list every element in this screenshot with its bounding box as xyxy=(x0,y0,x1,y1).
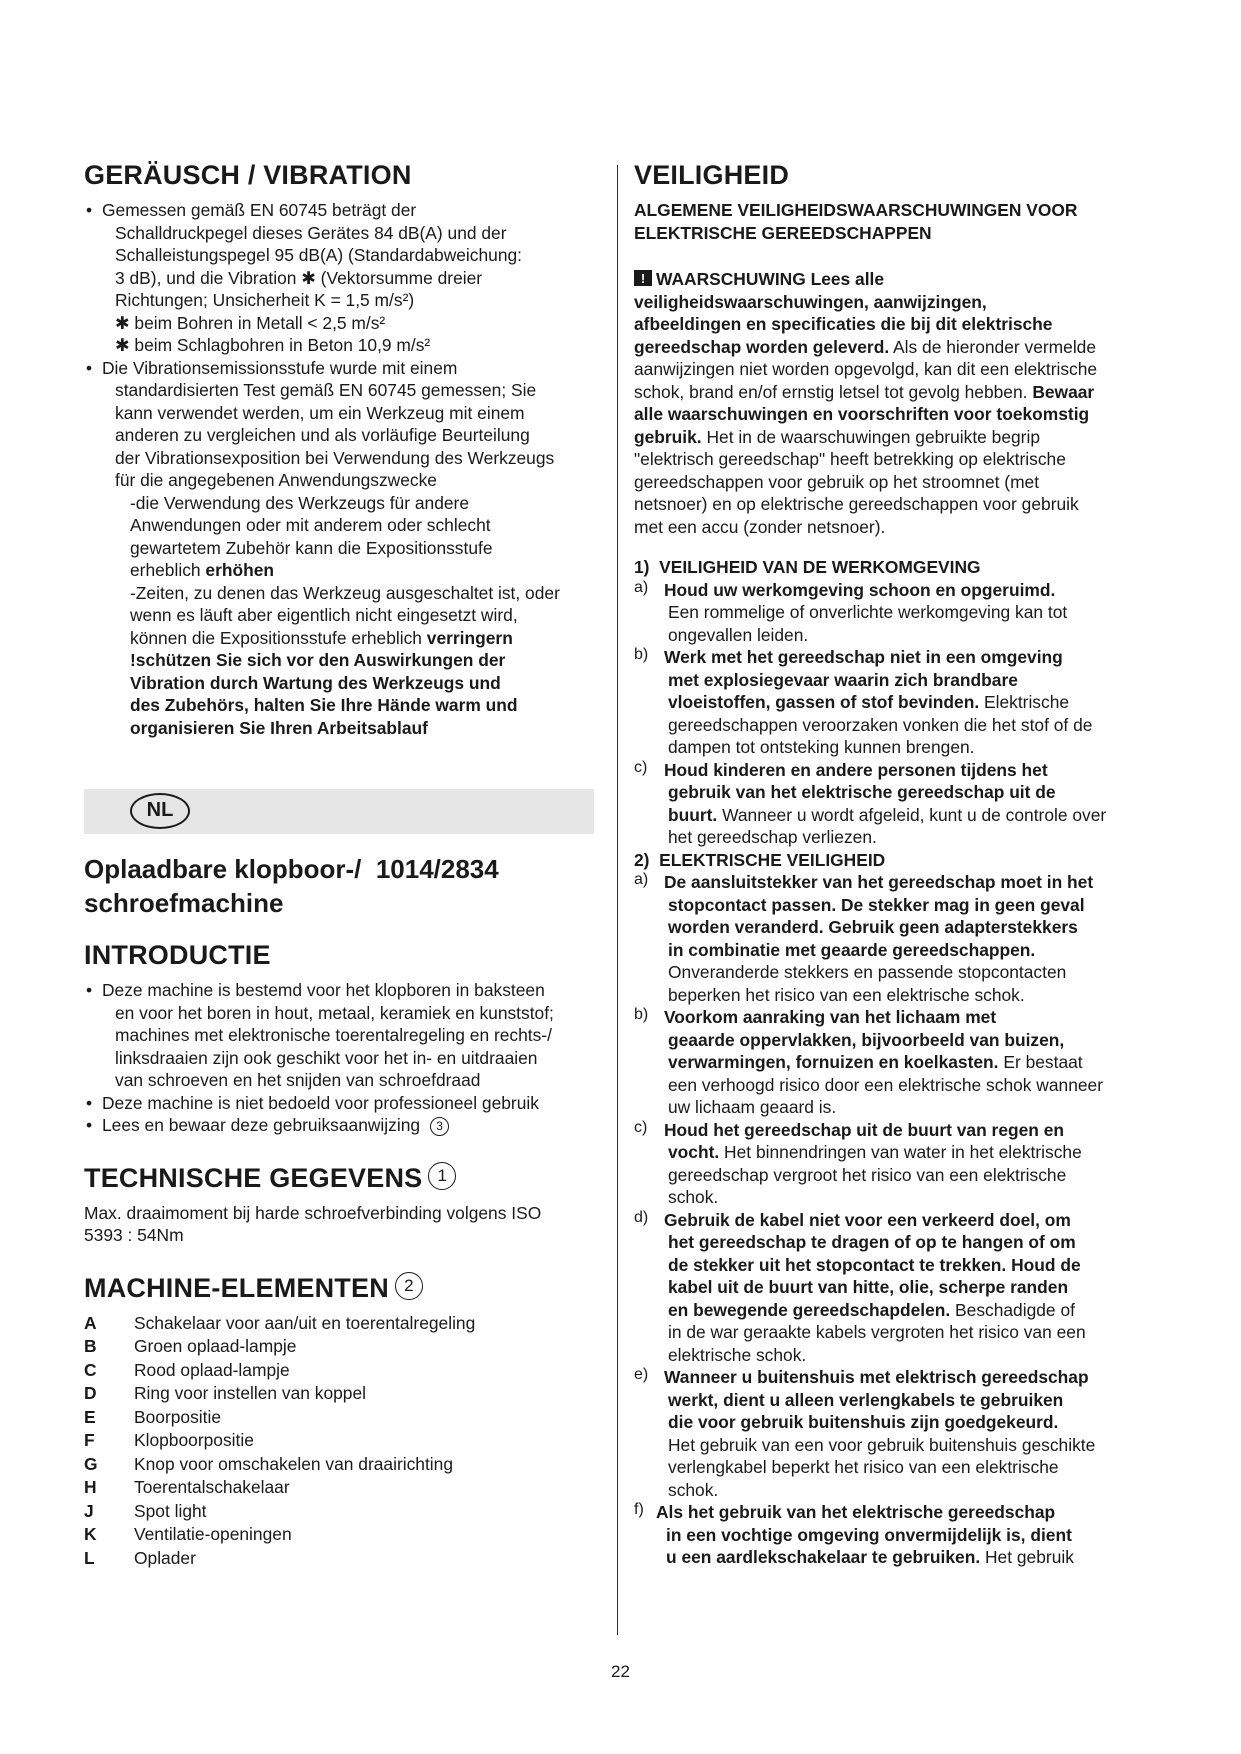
rule-line: Wanneer u buitenshuis met elektrisch gereedschap xyxy=(664,1367,1089,1387)
warning-icon: ! xyxy=(634,270,652,286)
text: MACHINE-ELEMENTEN xyxy=(84,1272,389,1303)
figure-ref-2: 2 xyxy=(395,1272,423,1300)
figure-ref-3: 3 xyxy=(430,1117,449,1136)
text: Er bestaat xyxy=(998,1052,1083,1072)
text: können die Expositionsstufe erheblich xyxy=(130,627,427,648)
bold-text: erhöhen xyxy=(205,560,275,580)
rule-line: het gereedschap verliezen. xyxy=(668,827,877,847)
bold-text: vloeistoffen, gassen of stof bevinden. xyxy=(668,692,980,712)
elements-list xyxy=(84,1312,594,1571)
rule-line: Voorkom aanraking van het lichaam met xyxy=(664,1007,997,1027)
element-key: F xyxy=(84,1430,95,1450)
bold-text: en bewegende gereedschapdelen. xyxy=(668,1299,951,1320)
text: Lees en bewaar deze gebruiksaanwijzing xyxy=(102,1115,421,1135)
rule-line: De aansluitstekker van het gereedschap moet in het xyxy=(664,872,1094,892)
page-number: 22 xyxy=(611,1662,630,1681)
vibration-line: für die angegebenen Anwendungszwecke xyxy=(115,470,437,490)
warning-line xyxy=(634,336,1164,359)
element-key: D xyxy=(84,1383,97,1403)
element-key: H xyxy=(84,1477,97,1497)
rule-f2 xyxy=(634,1501,1164,1569)
rule-line: stopcontact passen. De stekker mag in geen geval xyxy=(668,894,1085,915)
warning-line xyxy=(634,268,1164,291)
column-divider xyxy=(617,165,618,1635)
noise-line: Richtungen; Unsicherheit K = 1,5 m/s²) xyxy=(115,290,415,310)
rule-line: schok. xyxy=(668,1479,719,1500)
rule-b xyxy=(634,646,1164,759)
element-label: Ring voor instellen van koppel xyxy=(134,1383,367,1403)
rule-line: in de war geraakte kabels vergroten het risico van een xyxy=(668,1322,1086,1342)
element-key: E xyxy=(84,1406,96,1427)
section-heading-work-area: 1) VEILIGHEID VAN DE WERKOMGEVING xyxy=(634,557,981,577)
rule-line: met explosiegevaar waarin zich brandbare xyxy=(668,669,1018,690)
rule-e2 xyxy=(634,1366,1164,1501)
rule-line: Houd uw werkomgeving schoon en opgeruimd. xyxy=(664,579,1056,600)
list-item xyxy=(84,1523,594,1547)
element-key: B xyxy=(84,1336,97,1356)
rule-line xyxy=(656,1546,1164,1569)
bold-text: gebruik. xyxy=(634,426,702,447)
intro-bullet-line: • Deze machine is niet bedoeld voor professioneel gebruik xyxy=(84,1092,594,1115)
warning-line: gereedschappen voor gebruik op het stroomnet (met xyxy=(634,471,1040,492)
bold-text: WAARSCHUWING Lees alle xyxy=(656,269,885,289)
element-label: Toerentalschakelaar xyxy=(134,1477,290,1497)
element-label: Boorpositie xyxy=(134,1406,222,1427)
list-item xyxy=(84,1312,594,1336)
vibration-line: kann verwendet werden, um ein Werkzeug mit einem xyxy=(115,402,525,423)
right-column xyxy=(634,160,1164,1569)
tech-heading xyxy=(84,1163,594,1194)
list-item xyxy=(84,1335,594,1359)
intro-bullet-line: • Deze machine is bestemd voor het klopboren in baksteen xyxy=(84,979,594,1002)
rule-d2 xyxy=(634,1209,1164,1367)
language-badge: NL xyxy=(130,793,190,829)
tech-line: Max. draaimoment bij harde schroefverbinding volgens ISO xyxy=(84,1202,542,1223)
list-item xyxy=(84,1359,594,1383)
rule-line: beperken het risico van een elektrische schok. xyxy=(668,984,1025,1005)
elements-heading xyxy=(84,1273,594,1304)
vibration-line: der Vibrationsexposition bei Verwendung des Werkzeugs xyxy=(115,447,555,468)
rule-line: Een rommelige of onverlichte werkomgeving kan tot xyxy=(668,602,1068,622)
rule-line: Houd het gereedschap uit de buurt van regen en xyxy=(664,1119,1065,1140)
rule-letter: b) xyxy=(634,646,649,663)
vibration-sub-line: wenn es läuft aber eigentlich nicht eingesetzt wird, xyxy=(130,605,518,625)
vibration-line: anderen zu vergleichen und als vorläufige Beurteilung xyxy=(115,425,530,445)
intro-line: van schroeven en het snijden van schroefdraad xyxy=(115,1070,481,1090)
rule-line: Werk met het gereedschap niet in een omgeving xyxy=(664,647,1063,667)
rule-line xyxy=(664,1051,1164,1074)
bold-text: Bewaar xyxy=(1032,381,1095,402)
rule-c2 xyxy=(634,1119,1164,1209)
rule-letter: e) xyxy=(634,1366,649,1383)
noise-line: 3 dB), und die Vibration ✱ (Vektorsumme dreier xyxy=(115,267,483,288)
rule-line xyxy=(664,1299,1164,1322)
vibration-warning-line: organisieren Sie Ihren Arbeitsablauf xyxy=(130,717,428,738)
vibration-sub-line: -Zeiten, zu denen das Werkzeug ausgeschaltet ist, oder xyxy=(130,582,560,603)
bold-text: verringern xyxy=(426,627,513,648)
left-column xyxy=(84,160,594,1570)
warning-line: afbeeldingen en specificaties die bij dit elektrische xyxy=(634,314,1053,334)
vibration-sub-line: Anwendungen oder mit anderem oder schlecht xyxy=(130,515,491,535)
noise-line: Schalleistungspegel 95 dB(A) (Standardabweichung: xyxy=(115,245,523,265)
element-key: G xyxy=(84,1453,98,1474)
rule-a2 xyxy=(634,871,1164,1006)
rule-letter: f) xyxy=(634,1501,644,1518)
tech-line: 5393 : 54Nm xyxy=(84,1225,184,1245)
safety-subheading: ALGEMENE VEILIGHEIDSWAARSCHUWINGEN VOOR xyxy=(634,200,1078,220)
element-label: Spot light xyxy=(134,1500,207,1521)
rule-line: die voor gebruik buitenshuis zijn goedgekeurd. xyxy=(668,1412,1059,1432)
warning-line: veiligheidswaarschuwingen, aanwijzingen, xyxy=(634,291,987,312)
list-item xyxy=(84,1382,594,1406)
rule-line xyxy=(664,804,1164,827)
noise-vibration-heading: GERÄUSCH / VIBRATION xyxy=(84,160,412,190)
rule-line xyxy=(664,691,1164,714)
rule-line: dampen tot ontsteking kunnen brengen. xyxy=(668,737,975,757)
vibration-sub-line: -die Verwendung des Werkzeugs für andere xyxy=(130,492,469,513)
product-title xyxy=(84,852,594,920)
element-label: Knop voor omschakelen van draairichting xyxy=(134,1453,454,1474)
element-label: Groen oplaad-lampje xyxy=(134,1336,297,1356)
rule-letter: c) xyxy=(634,1118,648,1136)
rule-line: het gereedschap te dragen of op te hangen of om xyxy=(668,1232,1076,1252)
vibration-line: standardisierten Test gemäß EN 60745 gemessen; Sie xyxy=(115,380,537,400)
bold-text: gereedschap worden geleverd. xyxy=(634,336,890,357)
rule-line: uw lichaam geaard is. xyxy=(668,1097,837,1117)
element-key: A xyxy=(84,1312,97,1333)
rule-line: gereedschap vergroot het risico van een elektrische xyxy=(668,1164,1067,1185)
text: schok, brand en/of ernstig letsel tot gevolg hebben. xyxy=(634,381,1033,402)
intro-bullet-line xyxy=(84,1114,594,1137)
warning-line: alle waarschuwingen en voorschriften voor toekomstig xyxy=(634,404,1090,424)
element-key: K xyxy=(84,1524,97,1544)
rule-c xyxy=(634,759,1164,849)
rule-line: ongevallen leiden. xyxy=(668,624,809,645)
rule-line: Houd kinderen en andere personen tijdens het xyxy=(664,759,1048,780)
intro-line: machines met elektronische toerentalregeling en rechts-/ xyxy=(115,1025,552,1045)
intro-heading: INTRODUCTIE xyxy=(84,940,271,970)
element-key: C xyxy=(84,1359,97,1380)
safety-subheading: ELEKTRISCHE GEREEDSCHAPPEN xyxy=(634,222,932,243)
element-label: Ventilatie-openingen xyxy=(134,1524,292,1544)
text: Als de hieronder vermelde xyxy=(889,336,1097,357)
rule-line: een verhoogd risico door een elektrische schok wanneer xyxy=(668,1074,1104,1095)
element-label: Schakelaar voor aan/uit en toerentalregeling xyxy=(134,1312,476,1333)
rule-line: de stekker uit het stopcontact te trekken. Houd de xyxy=(668,1254,1081,1275)
vibration-warning-line: des Zubehörs, halten Sie Ihre Hände warm und xyxy=(130,695,518,715)
bold-text: verwarmingen, fornuizen en koelkasten. xyxy=(668,1052,999,1072)
warning-line: aanwijzingen niet worden opgevolgd, kan dit een elektrische xyxy=(634,359,1098,379)
rule-line: elektrische schok. xyxy=(668,1344,807,1365)
vibration-sub-line xyxy=(84,559,594,582)
warning-line xyxy=(634,426,1164,449)
text: TECHNISCHE GEGEVENS xyxy=(84,1162,423,1193)
noise-line: ✱ beim Schlagbohren in Beton 10,9 m/s² xyxy=(115,335,431,355)
bold-text: vocht. xyxy=(668,1142,720,1162)
rule-line: gereedschappen veroorzaken vonken die het stof of de xyxy=(668,714,1093,735)
rule-line: gebruik van het elektrische gereedschap uit de xyxy=(668,782,1056,802)
text: Elektrische xyxy=(979,692,1070,712)
rule-letter: a) xyxy=(634,578,649,596)
warning-line xyxy=(634,381,1164,404)
rule-line: Het gebruik van een voor gebruik buitenshuis geschikte xyxy=(668,1434,1096,1455)
section-heading-electrical: 2) ELEKTRISCHE VEILIGHEID xyxy=(634,849,886,870)
vibration-bullet-line: • Die Vibrationsemissionsstufe wurde mit einem xyxy=(84,357,594,380)
rule-line: in combinatie met geaarde gereedschappen. xyxy=(668,939,1036,960)
text: Beschadigde of xyxy=(950,1299,1075,1320)
list-item xyxy=(84,1500,594,1524)
vibration-warning-line: !schützen Sie sich vor den Auswirkungen der xyxy=(130,650,506,670)
rule-letter: d) xyxy=(634,1208,649,1226)
rule-a xyxy=(634,579,1164,647)
element-label: Oplader xyxy=(134,1547,196,1568)
rule-line: werkt, dient u alleen verlengkabels te gebruiken xyxy=(668,1389,1064,1410)
noise-line: ✱ beim Bohren in Metall < 2,5 m/s² xyxy=(115,312,386,333)
vibration-warning-line: Vibration durch Wartung des Werkzeugs und xyxy=(130,672,501,693)
figure-ref-1: 1 xyxy=(428,1162,456,1190)
noise-line: Schalldruckpegel dieses Gerätes 84 dB(A) und der xyxy=(115,222,507,243)
rule-line: Onveranderde stekkers en passende stopcontacten xyxy=(668,962,1067,982)
rule-line: schok. xyxy=(668,1187,719,1207)
element-key: J xyxy=(84,1500,94,1521)
rule-line: Gebruik de kabel niet voor een verkeerd doel, om xyxy=(664,1209,1071,1230)
rule-line xyxy=(664,1141,1164,1164)
rule-line: kabel uit de buurt van hitte, olie, scherpe randen xyxy=(668,1277,1069,1297)
list-item xyxy=(84,1547,594,1571)
noise-bullet-line: • Gemessen gemäß EN 60745 beträgt der xyxy=(84,199,594,222)
vibration-sub-line: gewartetem Zubehör kann die Expositionsstufe xyxy=(130,537,493,558)
language-bar xyxy=(84,789,594,834)
intro-line: en voor het boren in hout, metaal, keramiek en kunststof; xyxy=(115,1002,554,1023)
element-key: L xyxy=(84,1547,95,1568)
warning-line: met een accu (zonder netsnoer). xyxy=(634,516,886,537)
vibration-sub-line xyxy=(84,627,594,650)
list-item xyxy=(84,1476,594,1500)
safety-heading: VEILIGHEID xyxy=(634,160,790,190)
warning-line: "elektrisch gereedschap" heeft betrekking op elektrische xyxy=(634,449,1066,469)
rule-letter: b) xyxy=(634,1006,649,1023)
bold-text: buurt. xyxy=(668,804,718,825)
rule-letter: c) xyxy=(634,758,648,776)
product-title-line: Oplaadbare klopboor-/ 1014/2834 xyxy=(84,854,499,884)
text: Het in de waarschuwingen gebruikte begrip xyxy=(701,426,1041,447)
bold-text: u een aardlekschakelaar te gebruiken. xyxy=(666,1547,981,1567)
rule-letter: a) xyxy=(634,871,649,888)
rule-line: worden veranderd. Gebruik geen adapterstekkers xyxy=(668,917,1078,937)
rule-line: in een vochtige omgeving onvermijdelijk is, dient xyxy=(666,1524,1072,1545)
text: Het binnendringen van water in het elektrische xyxy=(719,1142,1082,1162)
product-title-line: schroefmachine xyxy=(84,888,284,918)
warning-line: netsnoer) en op elektrische gereedschappen voor gebruik xyxy=(634,494,1079,514)
list-item xyxy=(84,1453,594,1477)
rule-line: Als het gebruik van het elektrische gereedschap xyxy=(656,1502,1056,1522)
intro-line: linksdraaien zijn ook geschikt voor het in- en uitdraaien xyxy=(115,1047,538,1068)
element-label: Klopboorpositie xyxy=(134,1430,254,1450)
text: Het gebruik xyxy=(980,1547,1074,1567)
list-item xyxy=(84,1429,594,1453)
rule-b2 xyxy=(634,1006,1164,1119)
rule-line: geaarde oppervlakken, bijvoorbeeld van buizen, xyxy=(668,1029,1065,1050)
element-label: Rood oplaad-lampje xyxy=(134,1359,290,1380)
rule-line: verlengkabel beperkt het risico van een elektrische xyxy=(668,1457,1059,1477)
list-item xyxy=(84,1406,594,1430)
text: erheblich xyxy=(130,560,206,580)
text: Wanneer u wordt afgeleid, kunt u de controle over xyxy=(717,804,1107,825)
